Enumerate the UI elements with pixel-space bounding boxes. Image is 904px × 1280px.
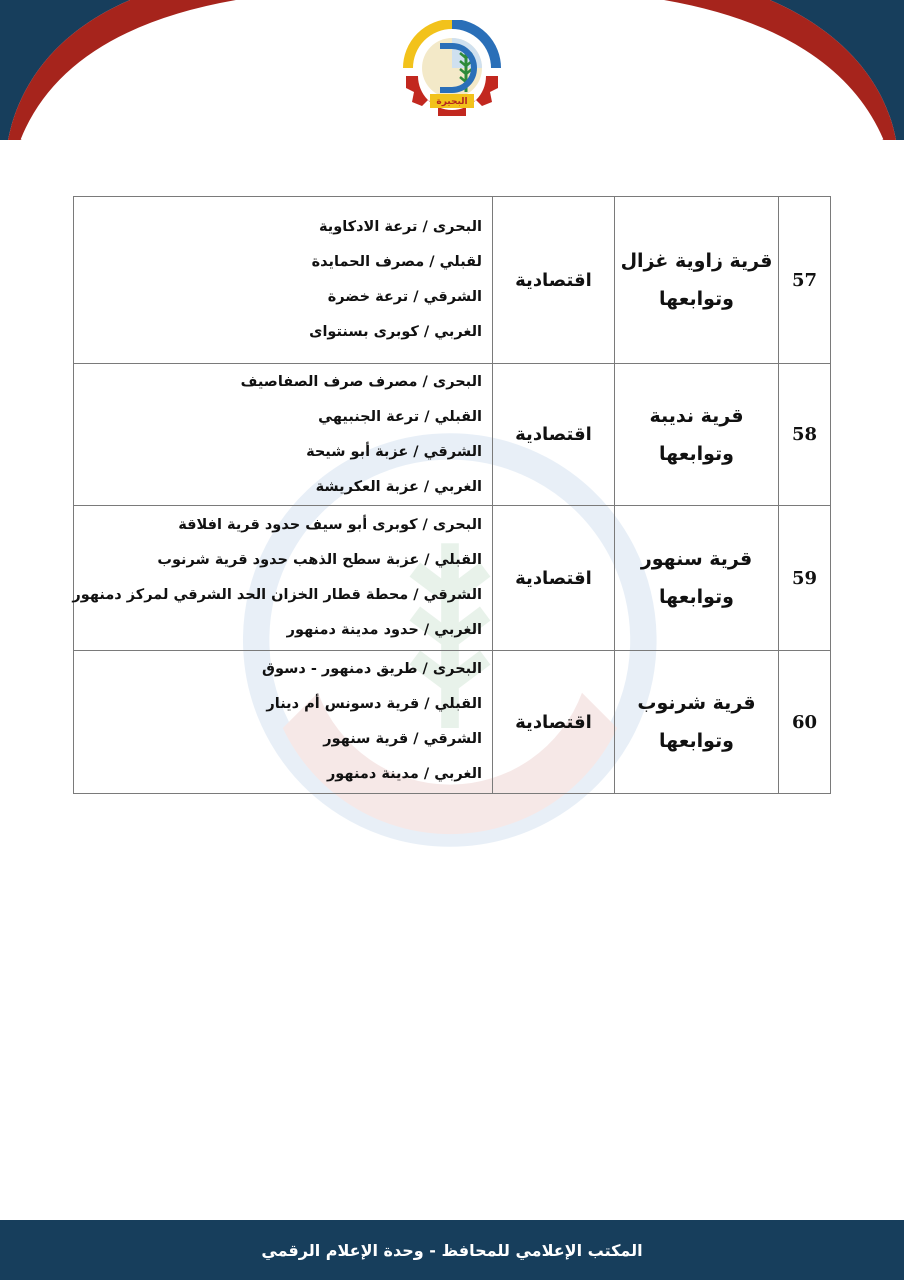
boundaries: [74, 197, 493, 364]
table-row: [74, 651, 831, 794]
village-name-line1: قرية نديبة: [649, 404, 744, 427]
boundary-north: البحرى / ترعة الادكاوية: [318, 219, 482, 235]
village-name-line1: قرية زاوية غزال: [620, 250, 773, 272]
zone-type: اقتصادية: [493, 506, 615, 651]
footer-bar: [0, 1220, 904, 1280]
boundary-west: الغربي / حدود مدينة دمنهور: [286, 622, 482, 638]
boundary-south: القبلي / قرية دسونس أم دينار: [266, 696, 482, 712]
boundary-north: البحرى / طريق دمنهور - دسوق: [262, 661, 482, 677]
boundary-south: لقبلي / مصرف الحمايدة: [311, 254, 482, 270]
boundary-north: البحرى / كوبرى أبو سيف حدود قرية افلاقة: [178, 517, 482, 533]
logo-caption: البحيرة: [436, 97, 468, 107]
boundary-north: البحرى / مصرف صرف الصفاصيف: [240, 373, 482, 390]
village-name: [615, 506, 779, 651]
boundary-east: الشرقي / قرية سنهور: [323, 731, 482, 747]
boundaries: [74, 651, 493, 794]
boundary-west: الغربي / مدينة دمنهور: [326, 766, 482, 782]
table-row: [74, 506, 831, 651]
village-name-line2: وتوابعها: [659, 288, 734, 310]
boundary-west: الغربي / كوبرى بسنتواى: [309, 324, 482, 340]
boundary-south: القبلي / عزبة سطح الذهب حدود قرية شرنوب: [157, 552, 482, 568]
village-name-line1: قرية سنهور: [640, 548, 753, 570]
table-row: [74, 364, 831, 506]
village-name-line2: وتوابعها: [659, 442, 734, 465]
table-row: [74, 197, 831, 364]
boundaries: [74, 364, 493, 506]
boundaries: [74, 506, 493, 651]
boundary-east: الشرقي / ترعة خضرة: [327, 289, 482, 305]
zone-type: اقتصادية: [493, 364, 615, 506]
row-number: 57: [779, 197, 831, 364]
boundary-east: الشرقي / عزبة أبو شيحة: [306, 443, 482, 460]
village-name-line2: وتوابعها: [659, 730, 734, 752]
footer-text: المكتب الإعلامي للمحافظ - وحدة الإعلام الرقمي: [261, 1240, 643, 1260]
boundary-east: الشرقي / محطة قطار الخزان الحد الشرقي لمركز دمنهور: [72, 587, 482, 603]
row-number: 60: [779, 651, 831, 794]
zone-type: اقتصادية: [493, 197, 615, 364]
village-name-line1: قرية شرنوب: [637, 692, 756, 714]
regions-table: [73, 196, 831, 794]
regions-table-container: [73, 196, 830, 794]
boundary-south: القبلي / ترعة الجنبيهي: [318, 408, 482, 425]
boundary-west: الغربي / عزبة العكريشة: [315, 478, 482, 495]
row-number: 59: [779, 506, 831, 651]
zone-type: اقتصادية: [493, 651, 615, 794]
village-name: [615, 364, 779, 506]
village-name: [615, 197, 779, 364]
row-number: 58: [779, 364, 831, 506]
village-name-line2: وتوابعها: [659, 586, 734, 608]
village-name: [615, 651, 779, 794]
